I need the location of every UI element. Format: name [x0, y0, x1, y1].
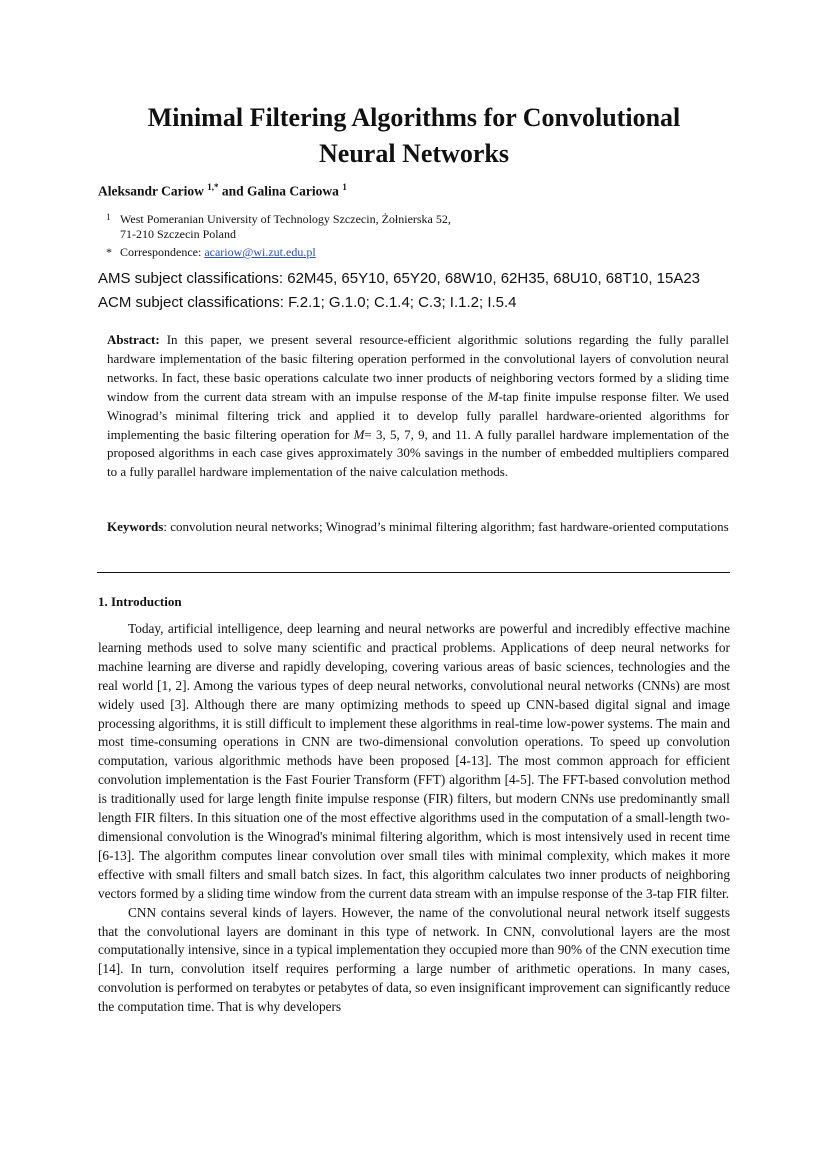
- title-line-2: Neural Networks: [319, 139, 509, 168]
- correspondence-label: Correspondence:: [120, 245, 205, 259]
- keywords-label: Keywords: [107, 519, 164, 534]
- abstract: [107, 331, 729, 482]
- acm-classifications: ACM subject classifications: F.2.1; G.1.0; C.1.4; C.3; I.1.2; I.5.4: [98, 294, 517, 311]
- body-paragraph: Today, artificial intelligence, deep learning and neural networks are powerful and incredibly effective machine learning methods used to solve many scientific and practical problems. Applications of deep neural networks for machine learning are diverse and rapidly developing, covering various areas of basic sciences, technologies and the real world [1, 2]. Among the various types of deep neural networks, convolutional neural networks (CNNs) are most widely used [3]. Although there are many optimizing methods to speed up CNN-based digital signal and image processing algorithms, it is still difficult to implement these algorithms in real-time low-power systems. The main and most time-consuming operations in CNN are two-dimensional convolution operations. To speed up convolution computation, various algorithmic methods have been proposed [4-13]. The most common approach for efficient convolution implementation is the Fast Fourier Transform (FFT) algorithm [4-5]. The FFT-based convolution method is traditionally used for large length finite impulse response (FIR) filters, but modern CNNs use predominantly small length FIR filters. In this situation one of the most effective algorithms used in the computation of a small-length two-dimensional convolution is the Winograd's minimal filtering algorithm, which is most intensively used in recent time [6-13]. The algorithm computes linear convolution over small tiles with minimal complexity, which makes it more effective with small filters and small batch sizes. In fact, this algorithm calculates two inner products of neighboring vectors formed by a sliding time window from the current data stream with an impulse response of the 3-tap FIR filter.: [98, 621, 730, 901]
- section-divider: [97, 572, 730, 573]
- author-name: Galina Cariowa: [247, 183, 339, 199]
- paper-title: [0, 100, 828, 172]
- body-paragraph: CNN contains several kinds of layers. However, the name of the convolutional neural network itself suggests that the convolutional layers are dominant in this type of network. In CNN, convolutional layers are the most computationally intensive, since in a typical implementation they occupied more than 90% of the CNN execution time [14]. In turn, convolution itself requires performing a large number of arithmetic operations. In many cases, convolution is performed on terabytes or petabytes of data, so even insignificant improvement can significantly reduce the computation time. That is why developers: [98, 904, 730, 1015]
- affiliation-continuation: [120, 226, 236, 243]
- title-line-1: Minimal Filtering Algorithms for Convolutional: [147, 103, 681, 132]
- abstract-variable: M: [353, 426, 365, 442]
- section-heading: 1. Introduction: [98, 594, 182, 609]
- affiliation-line: West Pomeranian University of Technology Szczecin, Żołnierska 52,: [120, 212, 451, 226]
- abstract-variable: M: [487, 388, 499, 404]
- email-link[interactable]: acariow@wi.zut.edu.pl: [204, 245, 316, 259]
- abstract-text: = 3, 5, 7, 9, and 11. A fully parallel hardware implementation of the proposed algorithms in each case gives approximately 30% savings in the number of embedded multipliers compared to a fully parallel hardware implementation of the naive calculation methods.: [107, 426, 729, 480]
- affiliation-line: 71-210 Szczecin Poland: [120, 227, 236, 241]
- introduction-body: [98, 620, 730, 1017]
- author-list: [98, 182, 347, 200]
- author-affiliation-mark: 1: [342, 182, 347, 192]
- affiliation-mark: 1: [106, 212, 111, 222]
- author-conjunction: and: [221, 183, 248, 199]
- author-affiliation-mark: 1,*: [207, 182, 219, 192]
- keywords: [107, 518, 729, 537]
- abstract-text: In this paper, we present several resource-efficient algorithmic solutions regarding the fully parallel hardware implementation of the basic filtering operation performed in the convolutional layers of convolution neural networks. In fact, these basic operations calculate two inner products of neighboring vectors formed by a sliding time window from the current data stream with an impulse response of the: [107, 332, 729, 404]
- keywords-text: : convolution neural networks; Winograd’s minimal filtering algorithm; fast hardware-oriented computations: [163, 519, 729, 534]
- correspondence: [106, 244, 316, 261]
- correspondence-mark: *: [106, 245, 112, 259]
- ams-classifications: AMS subject classifications: 62M45, 65Y10, 65Y20, 68W10, 62H35, 68U10, 68T10, 15A23: [98, 270, 701, 287]
- author-name: Aleksandr Cariow: [98, 183, 204, 199]
- abstract-text: -tap finite impulse response filter. We used Winograd’s minimal filtering trick and applied it to develop fully parallel hardware-oriented algorithms for implementing the basic filtering operation for: [107, 388, 729, 442]
- abstract-label: Abstract:: [107, 332, 160, 347]
